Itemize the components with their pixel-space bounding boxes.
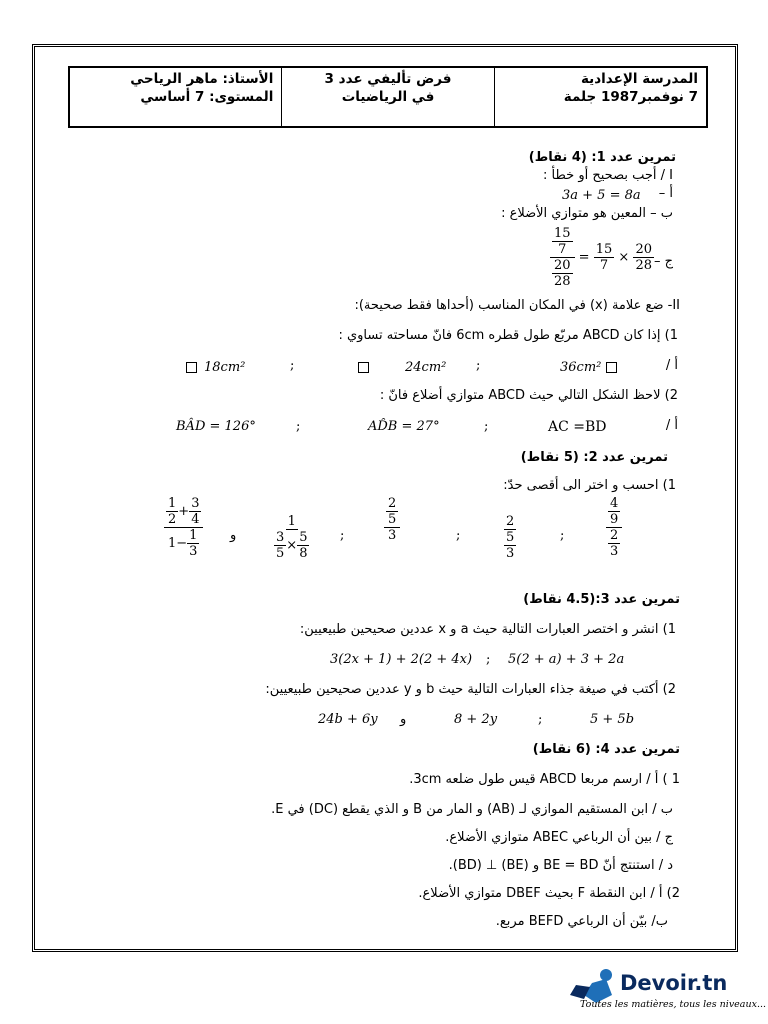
ex3-q2-expr-2: 8 + 2y [454,712,498,727]
school-location: 7 نوفمبر1987 جلمة [563,89,698,105]
ex2-expr-3: $\frac{\frac{2}{5}}{3}$ [384,496,400,543]
ex1-q2: 2) لاحظ الشكل التالي حيث ABCD متوازي أضلاع فانّ : [379,388,678,403]
ex3-q2: 2) أكتب في صيغة جذاء العبارات التالية حيث b و y عددين صحيحين طبيعيين: [265,682,676,697]
logo-brand: Devoir.tn [620,971,728,995]
exam-cell [281,68,493,126]
q2-option-adb: AD̂B = 27° [368,419,440,434]
ex2-expr-1: $\frac{\frac{4}{9}}{\frac{2}{3}}$ [606,496,622,559]
school-name: المدرسة الإعدادية [581,71,698,87]
logo-tagline: Toutes les matières, tous les niveaux... [580,999,767,1010]
ex3-q2-expr-1: 5 + 5b [590,712,635,727]
ex4-l1: 1 ) أ / ارسم مربعا ABCD قيس طول ضلعه 3cm. [409,772,680,787]
ex3-q1: 1) انشر و اختصر العبارات التالية حيث a و x عددين صحيحين طبيعيين: [299,622,676,637]
q1-option-36: 36cm² [560,360,602,375]
q1-option-18: 18cm² [204,360,246,375]
ex2-expr-5: $\frac{1}{2}$ + $\frac{3}{4}$ 1− $\frac{1}{3}$ [164,496,203,559]
level: المستوى: 7 أساسي [140,89,274,105]
ex1-q2-label: أ / [665,418,678,433]
ex2-title: تمرين عدد 2: (5 نقاط) [520,450,668,465]
teacher-name: الأستاذ: ماهر الرياحي [130,71,274,87]
ex4-l2: ب / ابن المستقيم الموازي لـ (AB) و المار من B و الذي يقطع (DC) في E. [271,802,673,817]
exam-title: فرض تأليفي عدد 3 [324,71,452,87]
ex3-q1-expr-1: 5(2 + a) + 3 + 2a [508,652,625,667]
ex3-title: تمرين عدد 3:(4.5 نقاط) [523,592,680,607]
ex2-expr-2: $\frac{2}{\frac{5}{3}}$ [506,514,515,561]
ex3-q2-expr-3: 24b + 6y [318,712,378,727]
ex4-title: تمرين عدد 4: (6 نقاط) [532,742,680,757]
devoir-logo [560,965,767,1020]
teacher-cell [70,68,281,126]
ex1-title: تمرين عدد 1: (4 نقاط) [528,150,676,165]
checkbox-24[interactable] [358,362,369,373]
ex4-l5: 2) أ / ابن النقطة F بحيث DBEF متوازي الأضلاع. [418,886,680,901]
ex1-c-label: ج – [653,254,673,269]
q1-option-24: 24cm² [405,360,447,375]
ex1-a-label: أ – [658,186,673,201]
ex4-l6: ب/ بيّن أن الرباعي BEFD مربع. [495,914,668,929]
exam-subject: في الرياضيات [341,89,435,105]
school-cell [494,68,706,126]
ex2-expr-4: 1 $\frac{3}{5}$ × $\frac{5}{8}$ [276,514,308,561]
checkbox-36[interactable] [606,362,617,373]
ex1-a-expr: 3a + 5 = 8a [562,188,641,203]
ex1-q1-label: أ / [665,358,678,373]
ex4-l3: ج / بين أن الرباعي ABEC متوازي الأضلاع. [445,830,673,845]
q2-option-bad: BÂD = 126° [176,419,256,434]
q2-option-ac-bd: AC =BD [548,419,607,435]
checkbox-18[interactable] [186,362,197,373]
ex1-part1: I / أجب بصحيح أو خطأ : [543,168,673,183]
ex1-q1: 1) إذا كان ABCD مربّع طول قطره 6cm فانّ مساحته تساوي : [338,328,678,343]
ex1-part2: II- ضع علامة (x) في المكان المناسب (أحداها فقط صحيحة): [354,298,680,313]
ex1-b: ب – المعين هو متوازي الأضلاع : [501,206,673,221]
ex1-c-expr: $\frac{\frac{15}{7}}{\frac{20}{28}}$ = $\frac{15}{7}$ × $\frac{20}{28}$ [550,226,654,289]
header-table [68,66,708,128]
ex4-l4: د / استنتج أنّ BE = BD و (BE) ⊥ (BD). [448,858,673,873]
ex2-q1: 1) احسب و اختر الى أقصى حدّ: [503,478,676,493]
ex3-q1-expr-2: 3(2x + 1) + 2(2 + 4x) [330,652,473,667]
